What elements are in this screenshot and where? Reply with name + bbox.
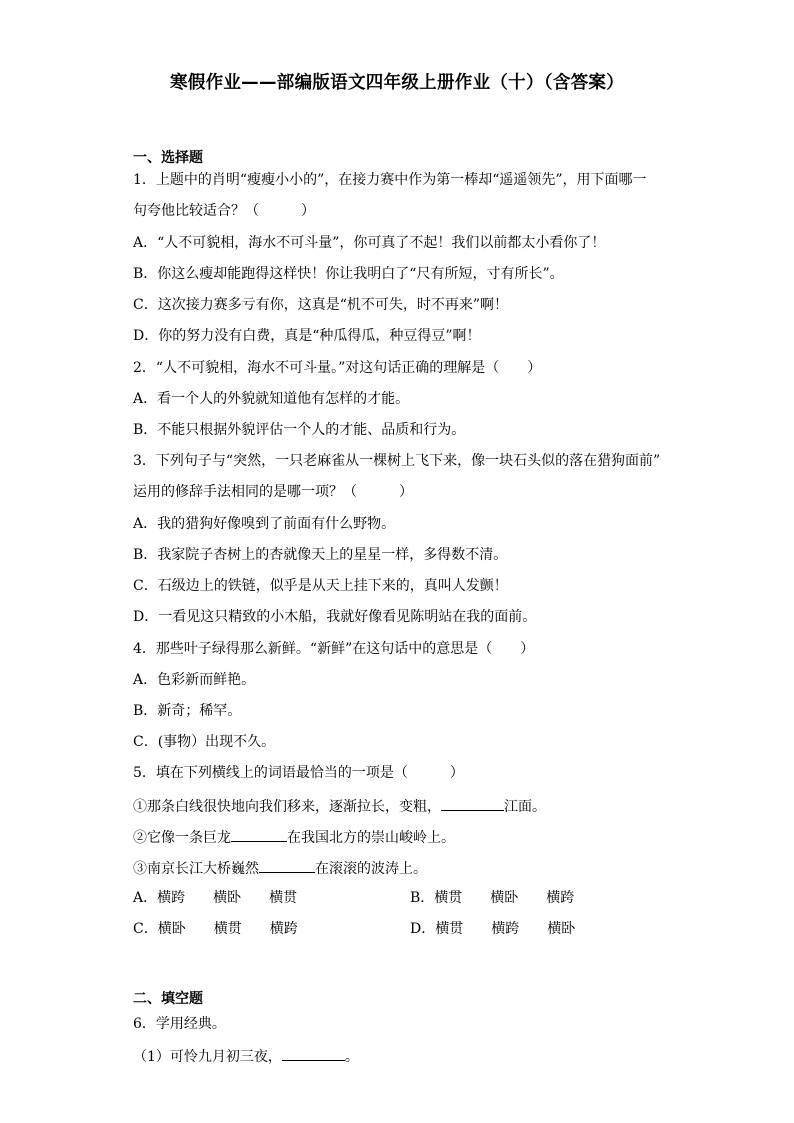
q1-option-d: D．你的努力没有白费，真是“种瓜得瓜，种豆得豆”啊！ <box>133 328 481 344</box>
q5-item-1 <box>133 796 546 816</box>
q6-item-1-before: （1）可怜九月初三夜， <box>133 1049 282 1065</box>
answer-blank[interactable] <box>282 1046 345 1061</box>
q5-option-c: C．横卧 横贯 横跨 <box>133 921 298 937</box>
q4-option-a: A．色彩新而鲜艳。 <box>133 672 256 688</box>
q3-stem-line2: 运用的修辞手法相同的是哪一项？（ ） <box>133 484 413 500</box>
q5-item-3-before: ③南京长江大桥巍然 <box>133 861 259 877</box>
q1-option-c: C．这次接力赛多亏有你，这真是“机不可失，时不再来”啊！ <box>133 297 509 313</box>
answer-blank[interactable] <box>259 858 315 873</box>
q2-stem: 2．“人不可貌相，海水不可斗量。”对这句话正确的理解是（ ） <box>133 360 542 376</box>
q3-option-b: B．我家院子杏树上的杏就像天上的星星一样，多得数不清。 <box>133 547 508 563</box>
q4-stem: 4．那些叶子绿得那么新鲜。“新鲜”在这句话中的意思是（ ） <box>133 641 535 657</box>
q5-item-1-after: 江面。 <box>504 799 546 815</box>
q5-item-3-after: 在滚滚的波涛上。 <box>315 861 427 877</box>
q3-option-a: A．我的猎狗好像嗅到了前面有什么野物。 <box>133 516 396 532</box>
q6-stem: 6．学用经典。 <box>133 1016 226 1032</box>
q6-item-1 <box>133 1046 359 1066</box>
q3-option-c: C．石级边上的铁链，似乎是从天上挂下来的，真叫人发颤！ <box>133 578 508 594</box>
q5-option-a: A．横跨 横卧 横贯 <box>133 890 298 906</box>
q3-stem-line1: 3．下列句子与“突然，一只老麻雀从一棵树上飞下来，像一块石头似的落在猎狗面前” <box>133 453 661 469</box>
section-heading-fill: 二、填空题 <box>133 991 203 1007</box>
answer-blank[interactable] <box>231 827 287 842</box>
q2-option-a: A．看一个人的外貌就知道他有怎样的才能。 <box>133 391 410 407</box>
q1-option-a: A．“人不可貌相，海水不可斗量”，你可真了不起！我们以前都太小看你了！ <box>133 235 606 251</box>
q5-option-d: D．横贯 横跨 横卧 <box>410 921 576 937</box>
q1-stem-line1: 1．上题中的肖明“瘦瘦小小的”，在接力赛中作为第一棒却“遥遥领先”，用下面哪一 <box>133 172 647 188</box>
q5-item-2-after: 在我国北方的崇山峻岭上。 <box>287 830 455 846</box>
q4-option-c: C．(事物）出现不久。 <box>133 734 276 750</box>
section-heading-choice: 一、选择题 <box>133 150 203 166</box>
q3-option-d: D．一看见这只精致的小木船，我就好像看见陈明站在我的面前。 <box>133 609 537 625</box>
q5-item-2-before: ②它像一条巨龙 <box>133 830 231 846</box>
q5-item-2 <box>133 827 455 847</box>
q2-option-b: B．不能只根据外貌评估一个人的才能、品质和行为。 <box>133 422 466 438</box>
q5-item-1-before: ①那条白线很快地向我们移来，逐渐拉长，变粗， <box>133 799 441 815</box>
q5-option-b: B．横贯 横卧 横跨 <box>410 890 575 906</box>
q1-stem-line2: 句夸他比较适合？（ ） <box>133 203 315 219</box>
q5-item-3 <box>133 858 427 878</box>
q1-option-b: B．你这么瘦却能跑得这样快！你让我明白了“尺有所短，寸有所长”。 <box>133 266 564 282</box>
q5-stem: 5．填在下列横线上的词语最恰当的一项是（ ） <box>133 765 464 781</box>
page-title: 寒假作业——部编版语文四年级上册作业（十）（含答案） <box>169 73 625 93</box>
answer-blank[interactable] <box>441 796 504 811</box>
q6-item-1-after: 。 <box>344 1049 359 1065</box>
q4-option-b: B．新奇；稀罕。 <box>133 703 242 719</box>
